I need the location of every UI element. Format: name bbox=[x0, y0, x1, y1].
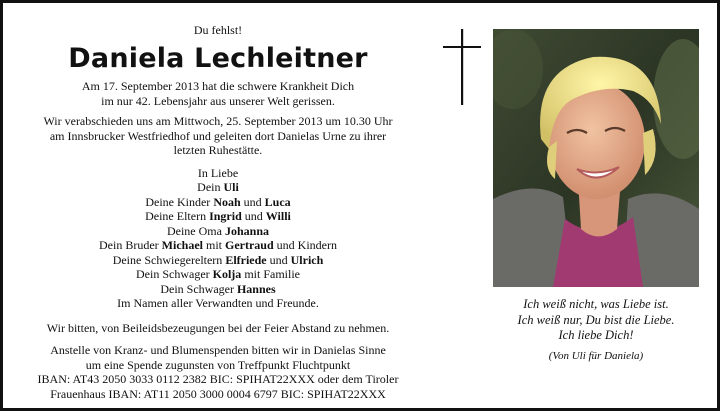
mourner-line bbox=[17, 253, 419, 268]
mourner-name: Ulrich bbox=[290, 252, 324, 267]
mourner-line bbox=[17, 282, 419, 297]
deceased-name: Daniela Lechleitner bbox=[68, 43, 368, 74]
mourner-line bbox=[17, 296, 419, 311]
mourner-line bbox=[17, 195, 419, 210]
mourner-text: Deine Oma bbox=[166, 223, 225, 238]
mourner-name: Ingrid bbox=[209, 209, 242, 223]
donation-line: um eine Spende zugunsten von Treffpunkt Fluchtpunkt bbox=[85, 357, 351, 372]
mourner-name: Uli bbox=[223, 180, 239, 194]
mourner-name: Kolja bbox=[212, 267, 242, 281]
mourner-name: Noah bbox=[213, 194, 241, 209]
mourner-name: Hannes bbox=[236, 281, 276, 296]
mourner-text: Deine Eltern bbox=[145, 209, 210, 223]
mourner-text: und bbox=[240, 194, 265, 209]
quote bbox=[493, 297, 699, 344]
intro-line: Du fehlst! bbox=[193, 23, 243, 37]
mourner-name: Luca bbox=[264, 194, 291, 209]
funeral-line: letzten Ruhestätte. bbox=[173, 143, 263, 157]
quote-line: Ich weiß nur, Du bist die Liebe. bbox=[517, 312, 675, 327]
latin-cross-icon bbox=[443, 29, 481, 105]
mourner-name: Gertraud bbox=[225, 238, 274, 252]
announcement-line: im nur 42. Lebensjahr aus unserer Welt gerissen. bbox=[101, 93, 335, 108]
mourner-name: Willi bbox=[265, 209, 291, 223]
mourner-text: und bbox=[241, 209, 266, 223]
mourner-lines bbox=[17, 180, 419, 311]
funeral-details bbox=[17, 114, 419, 158]
mourner-name: Elfriede bbox=[225, 252, 267, 267]
mourner-text: und bbox=[266, 252, 291, 267]
mourner-text: Deine Kinder bbox=[145, 194, 214, 209]
portrait-photo bbox=[493, 29, 699, 287]
mourner-text: Dein bbox=[197, 180, 224, 194]
quote-signature: (Von Uli für Daniela) bbox=[548, 350, 644, 362]
mourner-text: Deine Schwiegereltern bbox=[112, 252, 226, 267]
quote-line: Ich liebe Dich! bbox=[558, 328, 634, 342]
mourner-line bbox=[17, 267, 419, 282]
mourners-heading: In Liebe bbox=[197, 165, 239, 180]
donation-request bbox=[17, 343, 419, 401]
mourner-text: Dein Bruder bbox=[99, 238, 162, 252]
mourner-line bbox=[17, 224, 419, 239]
obituary-text-column bbox=[17, 21, 419, 401]
mourner-text: mit bbox=[202, 238, 225, 252]
mourner-line bbox=[17, 238, 419, 253]
announcement-line: Am 17. September 2013 hat die schwere Krankheit Dich bbox=[81, 79, 355, 93]
condolence-request: Wir bitten, von Beileidsbezeugungen bei der Feier Abstand zu nehmen. bbox=[46, 320, 390, 335]
mourner-text: Im Namen aller Verwandten und Freunde. bbox=[117, 296, 319, 310]
funeral-line: am Innsbrucker Westfriedhof und geleiten dort Danielas Urne zu ihrer bbox=[49, 128, 387, 143]
mourner-text: Dein Schwager bbox=[136, 267, 213, 281]
funeral-line: Wir verabschieden uns am Mittwoch, 25. September 2013 um 10.30 Uhr bbox=[43, 114, 393, 128]
mourner-name: Michael bbox=[161, 238, 203, 252]
mourners-list bbox=[17, 166, 419, 311]
donation-line: Anstelle von Kranz- und Blumenspenden bitten wir in Danielas Sinne bbox=[50, 343, 386, 357]
mourner-text: Dein Schwager bbox=[160, 281, 237, 296]
donation-line: IBAN: AT43 2050 3033 0112 2382 BIC: SPIHAT22XXX oder dem Tiroler bbox=[37, 372, 399, 386]
mourner-line bbox=[17, 180, 419, 195]
mourner-name: Johanna bbox=[224, 223, 269, 238]
mourner-text: und Kindern bbox=[273, 238, 337, 252]
mourner-text: mit Familie bbox=[241, 267, 300, 281]
donation-line: Frauenhaus IBAN: AT11 2050 3000 0004 6797 BIC: SPIHAT22XXX bbox=[50, 386, 386, 401]
mourner-line bbox=[17, 209, 419, 224]
quote-line: Ich weiß nicht, was Liebe ist. bbox=[523, 297, 669, 311]
death-announcement bbox=[17, 79, 419, 108]
